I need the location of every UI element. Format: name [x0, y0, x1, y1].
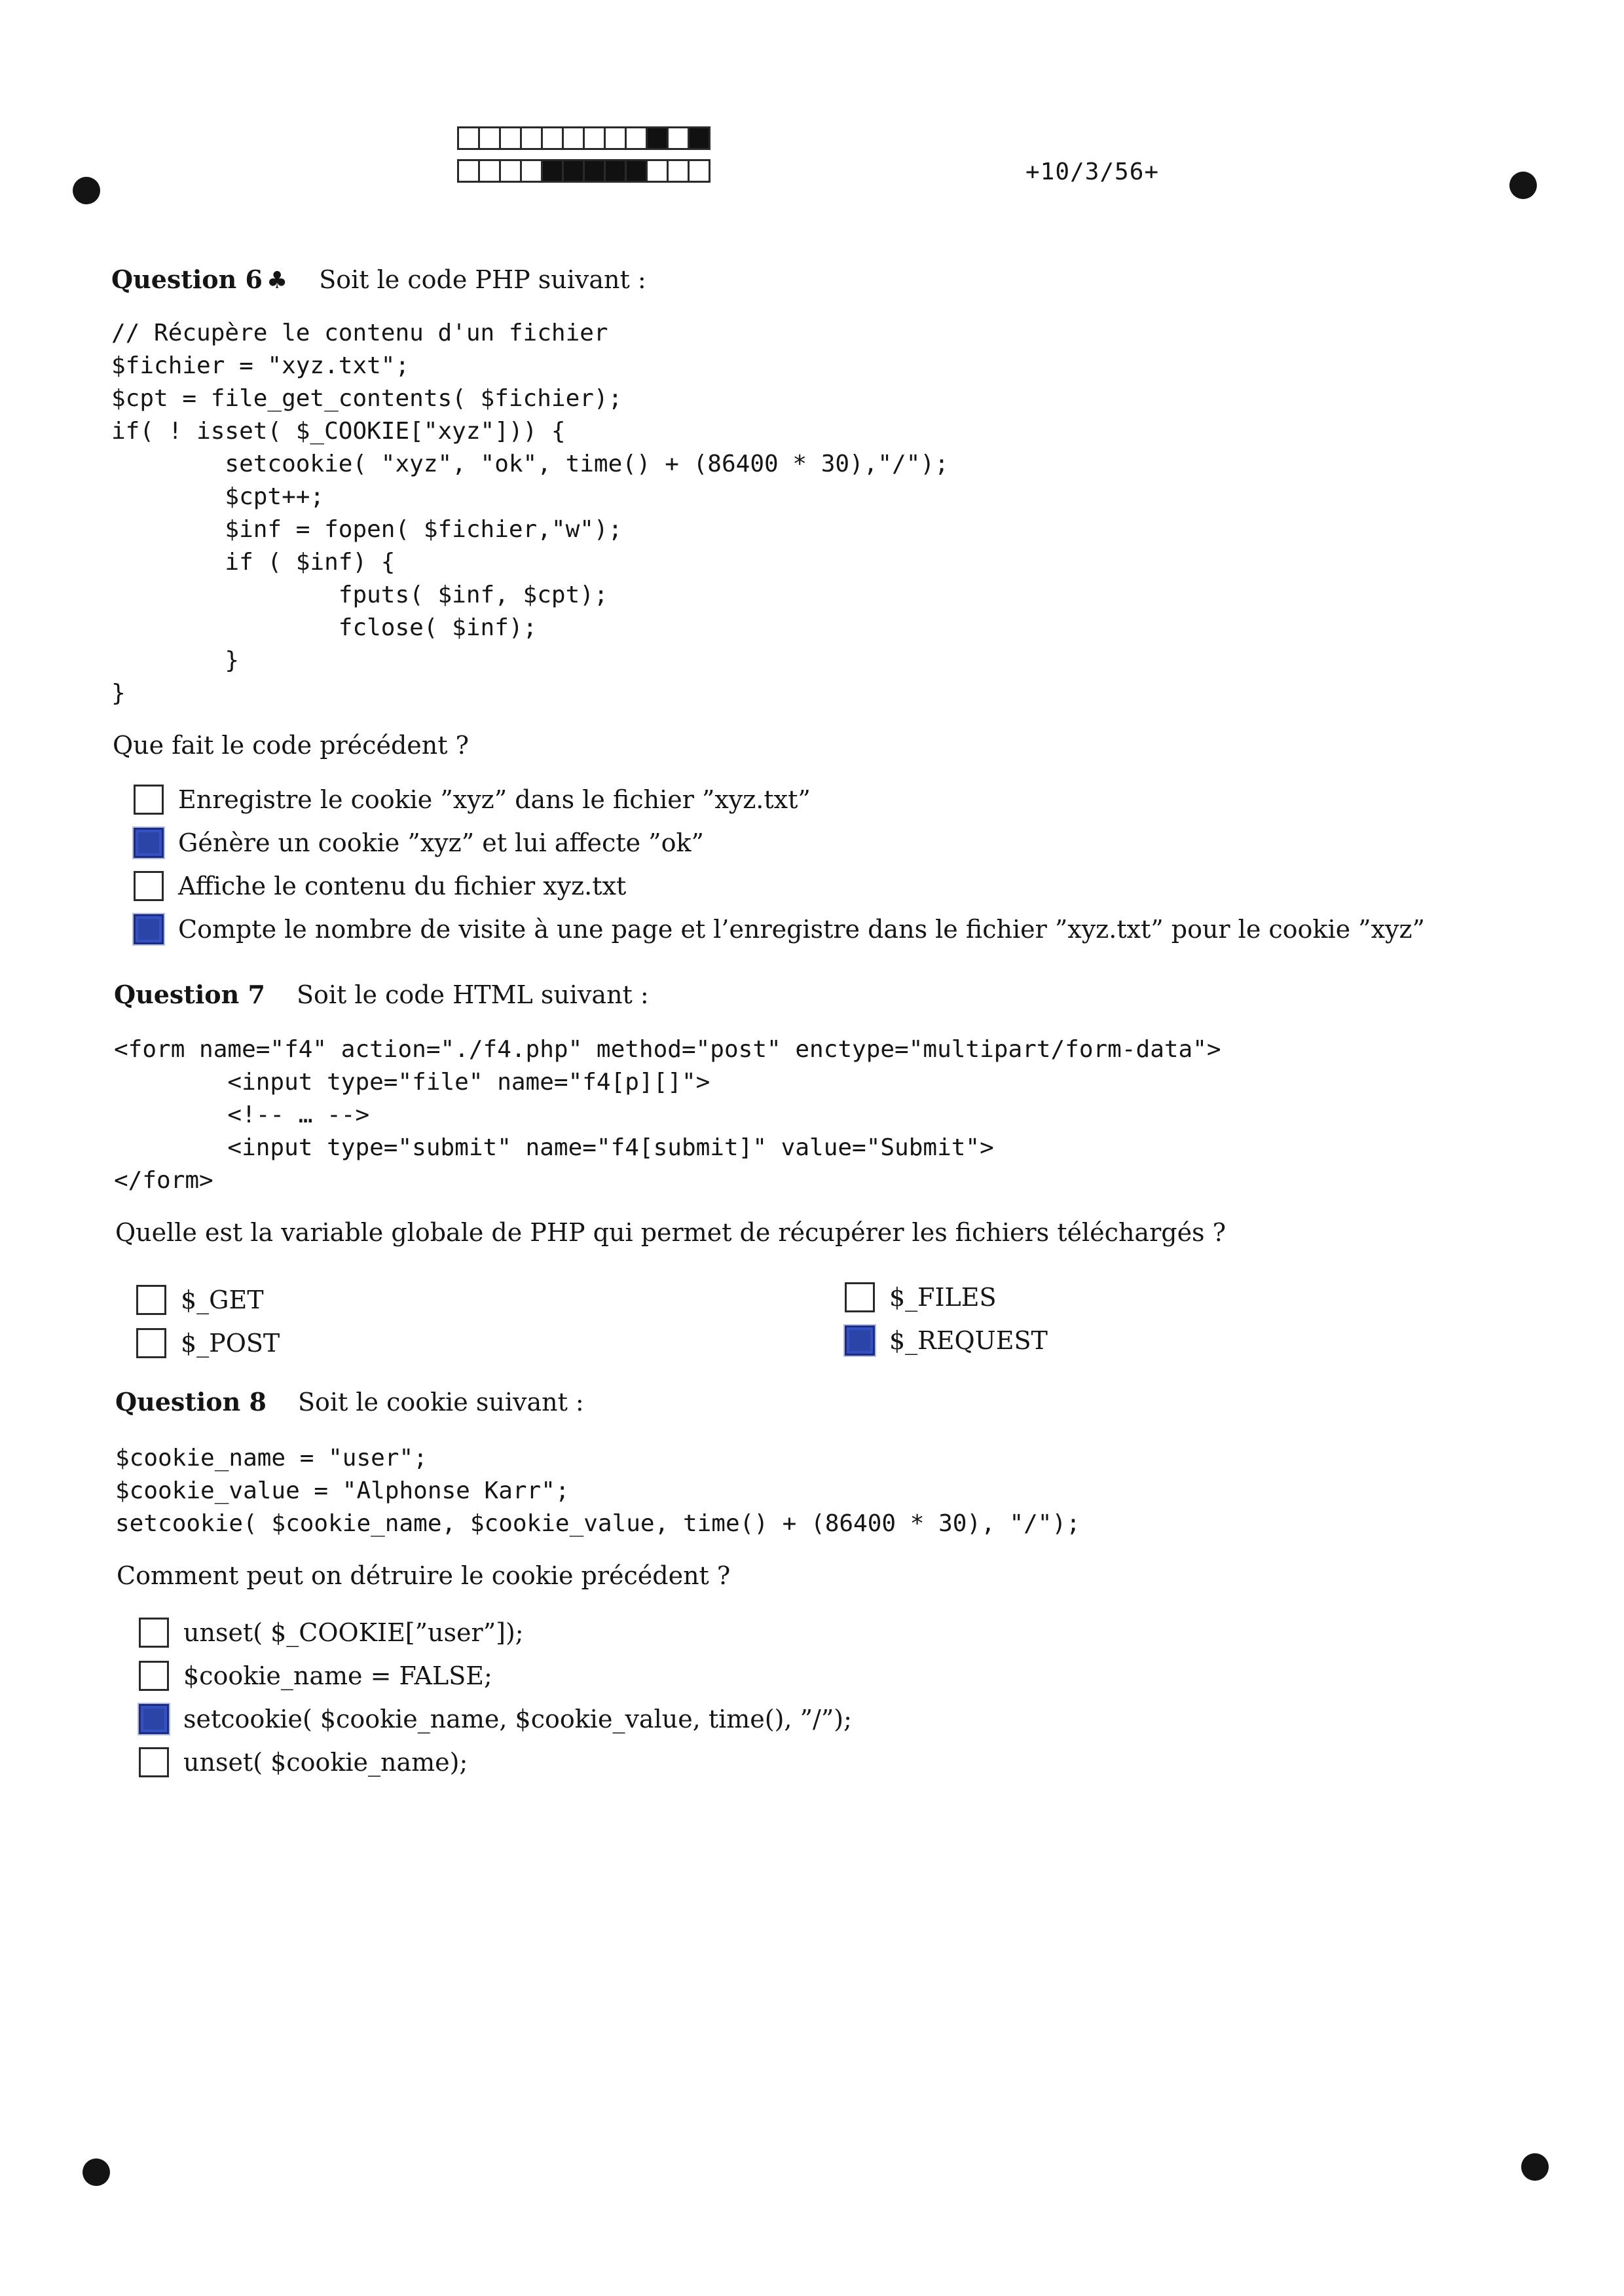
option-label: $_POST: [181, 1329, 280, 1358]
q8-option-1[interactable]: [139, 1618, 524, 1648]
q8-option-2[interactable]: [139, 1661, 492, 1691]
q8-option-3[interactable]: [139, 1704, 852, 1734]
q7-option-files[interactable]: [845, 1282, 997, 1312]
checkbox-checked[interactable]: [139, 1704, 169, 1734]
q7-option-post[interactable]: [136, 1328, 280, 1358]
code-box: [667, 126, 690, 150]
option-label: Affiche le contenu du fichier xyz.txt: [178, 872, 627, 900]
option-label: Génère un cookie ”xyz” et lui affecte ”ok”: [178, 828, 704, 857]
question-intro: Soit le cookie suivant :: [297, 1388, 584, 1416]
option-label: setcookie( $cookie_name, $cookie_value, time(), ”/”);: [183, 1705, 852, 1733]
student-code-row-2: [457, 159, 709, 183]
html-code-block: <form name="f4" action="./f4.php" method="post" enctype="multipart/form-data"> <input type="file" name="f4[p][]"> <!-- … --> <input type="submit" name="f4[submit]" value="Submit"> </form>: [114, 1036, 1221, 1194]
checkbox[interactable]: [134, 871, 164, 901]
code-box-filled: [646, 126, 669, 150]
code-box: [604, 126, 627, 150]
question-intro: Soit le code HTML suivant :: [296, 980, 649, 1009]
checkbox-checked[interactable]: [134, 828, 164, 858]
code-box: [478, 159, 501, 183]
php-cookie-code-block: $cookie_name = "user"; $cookie_value = "Alphonse Karr"; setcookie( $cookie_name, $cookie_value, time() + (86400 * 30), "/");: [115, 1445, 1080, 1537]
q7-option-request[interactable]: [845, 1325, 1048, 1356]
code-box-filled: [583, 159, 606, 183]
checkbox[interactable]: [134, 785, 164, 815]
checkbox[interactable]: [136, 1285, 166, 1315]
option-label: $_REQUEST: [889, 1326, 1048, 1355]
q8-option-4[interactable]: [139, 1747, 468, 1777]
code-box: [520, 159, 543, 183]
q6-option-2[interactable]: [134, 828, 704, 858]
code-box: [583, 126, 606, 150]
checkbox-checked[interactable]: [134, 914, 164, 944]
question-7-prompt: Quelle est la variable globale de PHP qui permet de récupérer les fichiers téléchargés ?: [115, 1218, 1227, 1247]
question-number: Question 7: [114, 980, 265, 1009]
code-box-filled: [562, 159, 585, 183]
option-label: unset( $_COOKIE[”user”]);: [183, 1618, 524, 1647]
code-box-filled: [541, 159, 564, 183]
checkbox-checked[interactable]: [845, 1325, 875, 1356]
q7-option-get[interactable]: [136, 1285, 264, 1315]
q6-option-1[interactable]: [134, 785, 811, 815]
code-box-filled: [688, 126, 710, 150]
question-8-prompt: Comment peut on détruire le cookie précédent ?: [117, 1561, 731, 1590]
question-8-title: [115, 1387, 584, 1416]
code-box: [457, 126, 480, 150]
code-box: [646, 159, 669, 183]
option-label: $_FILES: [889, 1283, 997, 1312]
code-box: [625, 126, 648, 150]
option-label: $_GET: [181, 1286, 264, 1314]
code-box: [541, 126, 564, 150]
code-box-filled: [604, 159, 627, 183]
option-label: unset( $cookie_name);: [183, 1748, 468, 1777]
option-label: Enregistre le cookie ”xyz” dans le fichier ”xyz.txt”: [178, 785, 811, 814]
option-label: $cookie_name = FALSE;: [183, 1661, 492, 1690]
code-box: [667, 159, 690, 183]
q6-option-4[interactable]: [134, 914, 1425, 944]
question-7-title: [114, 980, 649, 1009]
question-intro: Soit le code PHP suivant :: [319, 265, 646, 294]
code-box: [457, 159, 480, 183]
question-number: Question 6 ♣: [111, 265, 288, 294]
registration-mark-bottom-left: [83, 2158, 110, 2186]
code-box: [478, 126, 501, 150]
student-code-row-1: [457, 126, 709, 150]
question-6-prompt: Que fait le code précédent ?: [113, 731, 469, 760]
code-box: [562, 126, 585, 150]
code-box: [688, 159, 710, 183]
php-code-block: // Récupère le contenu d'un fichier $fichier = "xyz.txt"; $cpt = file_get_contents( $fichier); if( ! isset( $_COOKIE["xyz"])) { setcookie( "xyz", "ok", time() + (86400 * 30),"/"); $cpt++; $inf = fopen( $fichier,"w"); if ( $inf) { fputs( $inf, $cpt); fclose( $inf); } }: [111, 320, 949, 707]
club-icon: ♣: [266, 267, 288, 294]
checkbox[interactable]: [139, 1747, 169, 1777]
code-box-filled: [625, 159, 648, 183]
checkbox[interactable]: [136, 1328, 166, 1358]
q6-option-3[interactable]: [134, 871, 626, 901]
code-box: [499, 159, 522, 183]
option-label: Compte le nombre de visite à une page et l’enregistre dans le fichier ”xyz.txt” pour le cookie ”xyz”: [178, 915, 1425, 944]
registration-mark-top-left: [73, 177, 100, 204]
question-6-title: [111, 265, 646, 294]
code-box: [499, 126, 522, 150]
question-number: Question 8: [115, 1387, 267, 1416]
page-id: +10/3/56+: [1025, 158, 1160, 185]
checkbox[interactable]: [139, 1661, 169, 1691]
code-box: [520, 126, 543, 150]
registration-mark-bottom-right: [1521, 2153, 1549, 2181]
checkbox[interactable]: [845, 1282, 875, 1312]
registration-mark-top-right: [1509, 172, 1537, 199]
checkbox[interactable]: [139, 1618, 169, 1648]
